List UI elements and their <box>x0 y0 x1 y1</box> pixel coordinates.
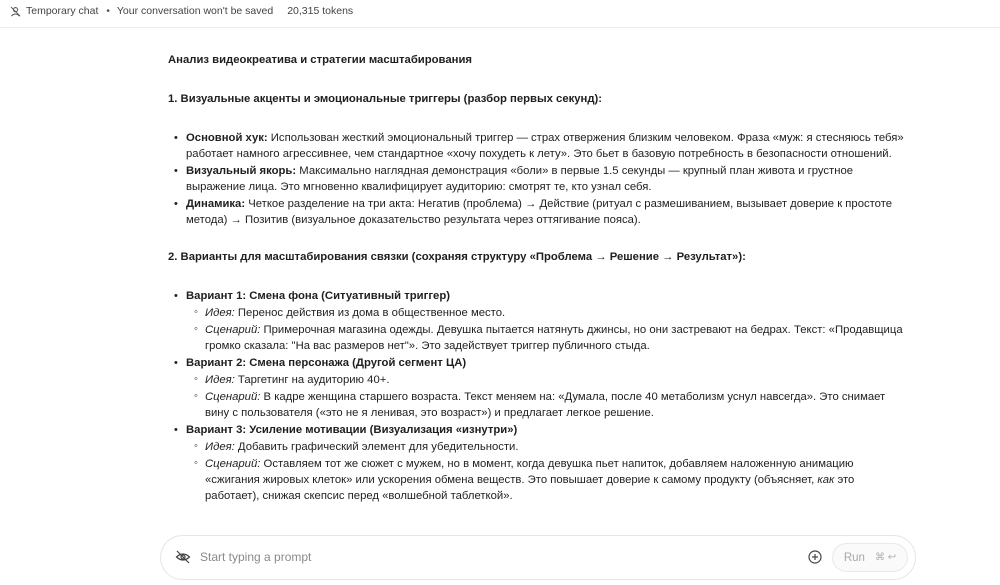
section-2-heading: 2. Варианты для масштабирования связки (сохраняя структуру «Проблема → Решение → Результат»): <box>168 251 746 263</box>
response-title: Анализ видеокреатива и стратегии масштабирования <box>168 54 472 66</box>
section-2-list <box>168 288 908 505</box>
chat-mode-label: Temporary chat <box>26 5 99 17</box>
section-1-list <box>168 130 908 229</box>
not-saved-notice: Your conversation won't be saved <box>116 5 274 17</box>
variant-scenario: ◦ Сценарий: Оставляем тот же сюжет с мужем, но в момент, когда девушка пьет напиток, добавляем наложенную анимацию «сжигания жировых клеток» или ускорения обмена веществ. Это повышает доверие к самому продукту (объясняет, как это работает), снижая скепсис перед «волшебной таблеткой». <box>168 456 908 504</box>
variant-title: • Вариант 1: Смена фона (Ситуативный триггер) <box>168 288 908 304</box>
list-item: • Визуальный якорь: Максимально наглядная демонстрация «боли» в первые 1.5 секунды — крупный план живота и грустное выражение лица. Это мгновенно квалифицирует аудиторию: смотрят те, кто узнал себя. <box>168 163 908 195</box>
prompt-input[interactable]: Start typing a prompt <box>200 550 312 564</box>
variant-title: • Вариант 3: Усиление мотивации (Визуализация «изнутри») <box>168 422 908 438</box>
eye-off-icon[interactable] <box>175 549 191 570</box>
top-bar <box>0 0 1000 22</box>
variant-scenario: ◦ Сценарий: Примерочная магазина одежды. Девушка пытается натянуть джинсы, но они застревают на бедрах. Текст: «Продавщица громко сказала: "На вас размеров нет"». Это задействует триггер публичного стыда. <box>168 322 908 354</box>
separator-dot: • <box>106 5 110 17</box>
temporary-chat-icon <box>10 6 21 17</box>
variant-idea: ◦ Идея: Таргетинг на аудиторию 40+. <box>168 372 908 388</box>
variant-idea: ◦ Идея: Добавить графический элемент для убедительности. <box>168 439 908 455</box>
list-item: • Динамика: Четкое разделение на три акта: Негатив (проблема) → Действие (ритуал с размешиванием, вызывает доверие к простоте метода) → Позитив (визуальное доказательство результата через оттягивание пояса). <box>168 196 908 228</box>
run-button[interactable]: Run ⌘ ↩ <box>832 543 908 572</box>
token-count: 20,315 tokens <box>287 5 354 17</box>
add-circle-icon[interactable] <box>807 549 823 570</box>
divider <box>0 27 1000 28</box>
variant-idea: ◦ Идея: Перенос действия из дома в общественное место. <box>168 305 908 321</box>
section-1-heading: 1. Визуальные акценты и эмоциональные триггеры (разбор первых секунд): <box>168 93 603 105</box>
list-item: • Основной хук: Использован жесткий эмоциональный триггер — страх отвержения близким человеком. Фраза «муж: я стесняюсь тебя» работает намного агрессивнее, чем стандартное «хочу похудеть к лету». Это бьет в базовую потребность в безопасности отношений. <box>168 130 908 162</box>
prompt-composer[interactable] <box>160 535 916 580</box>
variant-title: • Вариант 2: Смена персонажа (Другой сегмент ЦА) <box>168 355 908 371</box>
variant-scenario: ◦ Сценарий: В кадре женщина старшего возраста. Текст меняем на: «Думала, после 40 метаболизм уснул навсегда». Это снимает вину с пользователя («это не я ленивая, это возраст») и предлагает легкое решение. <box>168 389 908 421</box>
run-shortcut: ⌘ ↩ <box>874 552 897 563</box>
